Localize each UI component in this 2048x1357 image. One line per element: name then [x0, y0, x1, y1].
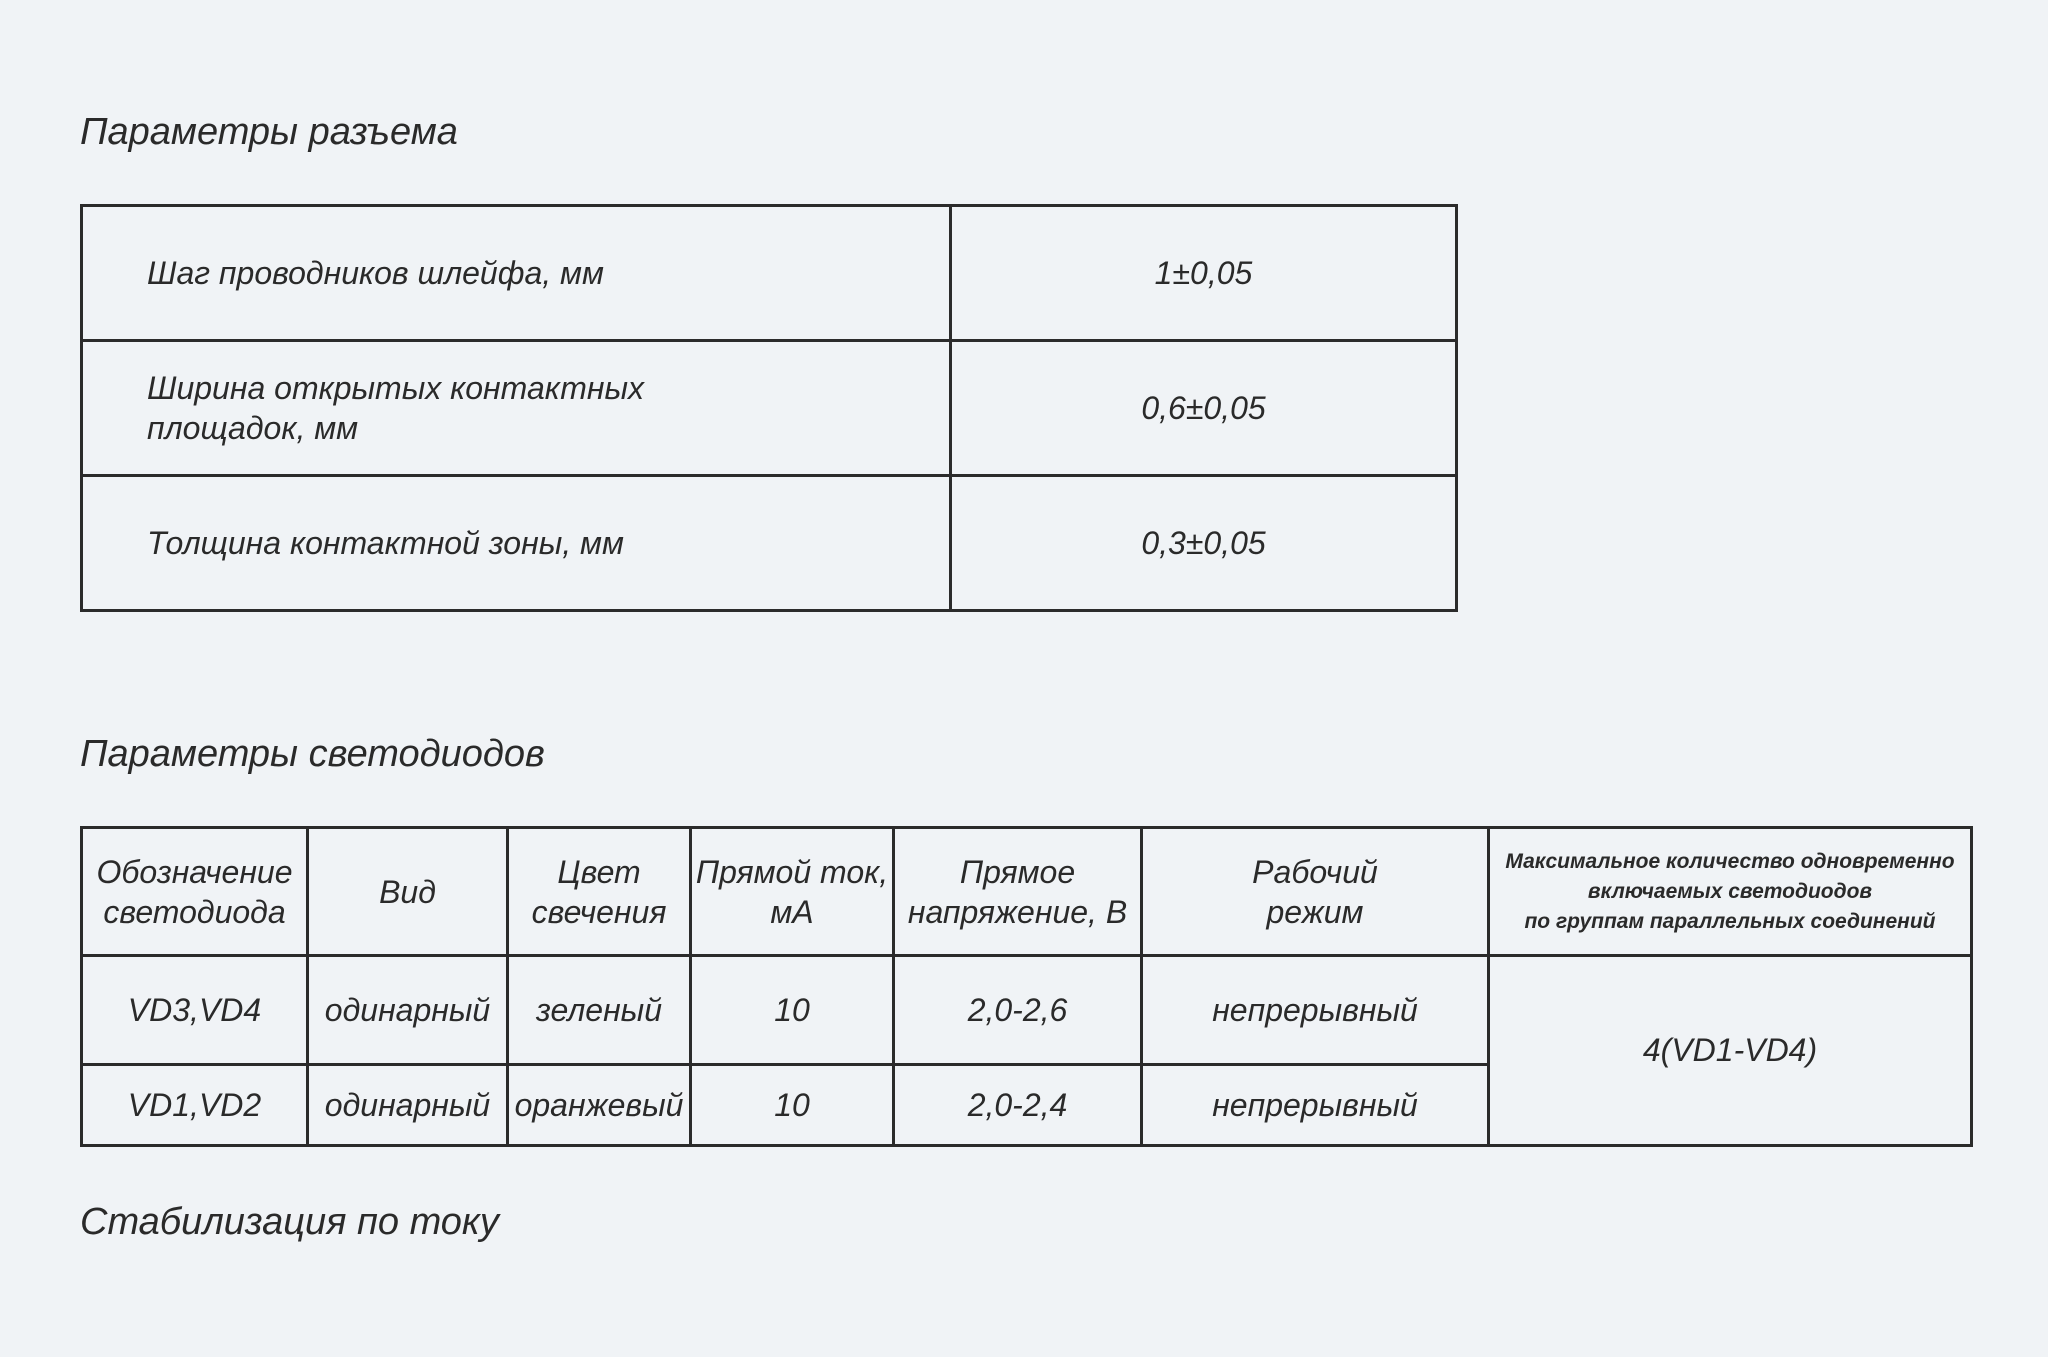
header-line: мА [770, 893, 814, 930]
header-line: Обозначение [96, 853, 293, 890]
led-params-table [80, 826, 1973, 1147]
header-voltage [894, 828, 1142, 956]
header-line: Вид [379, 873, 436, 910]
header-designation [82, 828, 308, 956]
mode-cell: непрерывный [1142, 1065, 1489, 1146]
param-cell [82, 476, 951, 611]
color-cell: оранжевый [508, 1065, 691, 1146]
table-row [82, 341, 1457, 476]
header-line: Максимальное количество одновременно [1505, 849, 1955, 873]
value-cell: 0,6±0,05 [951, 341, 1457, 476]
header-line: режим [1266, 893, 1364, 930]
header-line: Прямой ток, [695, 853, 889, 890]
voltage-cell: 2,0-2,6 [894, 956, 1142, 1065]
connector-params-title: Параметры разъема [80, 111, 458, 153]
table-header-row [82, 828, 1972, 956]
header-current [691, 828, 894, 956]
table-row [82, 956, 1972, 1065]
connector-params-table [80, 204, 1458, 612]
param-label: Шаг проводников шлейфа, мм [147, 255, 604, 291]
param-label: Толщина контактной зоны, мм [147, 525, 624, 561]
table-row [82, 476, 1457, 611]
mode-cell: непрерывный [1142, 956, 1489, 1065]
header-line: по группам параллельных соединений [1524, 909, 1936, 933]
color-cell: зеленый [508, 956, 691, 1065]
header-line: Рабочий [1252, 853, 1378, 890]
header-max-simultaneous [1489, 828, 1972, 956]
current-cell: 10 [691, 1065, 894, 1146]
header-line: светодиода [103, 893, 286, 930]
header-line: Прямое [959, 853, 1076, 890]
param-label: площадок, мм [147, 410, 359, 446]
header-line: напряжение, В [907, 893, 1128, 930]
param-cell [82, 341, 951, 476]
type-cell: одинарный [308, 1065, 508, 1146]
param-cell [82, 206, 951, 341]
led-params-title: Параметры светодиодов [80, 733, 545, 775]
type-cell: одинарный [308, 956, 508, 1065]
table-row [82, 206, 1457, 341]
header-type [308, 828, 508, 956]
header-mode [1142, 828, 1489, 956]
designation-cell: VD3,VD4 [82, 956, 308, 1065]
voltage-cell: 2,0-2,4 [894, 1065, 1142, 1146]
value-cell: 0,3±0,05 [951, 476, 1457, 611]
max-simultaneous-cell: 4(VD1-VD4) [1489, 956, 1972, 1146]
value-cell: 1±0,05 [951, 206, 1457, 341]
header-line: включаемых светодиодов [1587, 879, 1873, 903]
current-cell: 10 [691, 956, 894, 1065]
stabilization-title: Стабилизация по току [80, 1201, 499, 1243]
header-line: Цвет [557, 853, 641, 890]
param-label: Ширина открытых контактных [147, 370, 645, 406]
header-line: свечения [531, 893, 667, 930]
header-color [508, 828, 691, 956]
designation-cell: VD1,VD2 [82, 1065, 308, 1146]
